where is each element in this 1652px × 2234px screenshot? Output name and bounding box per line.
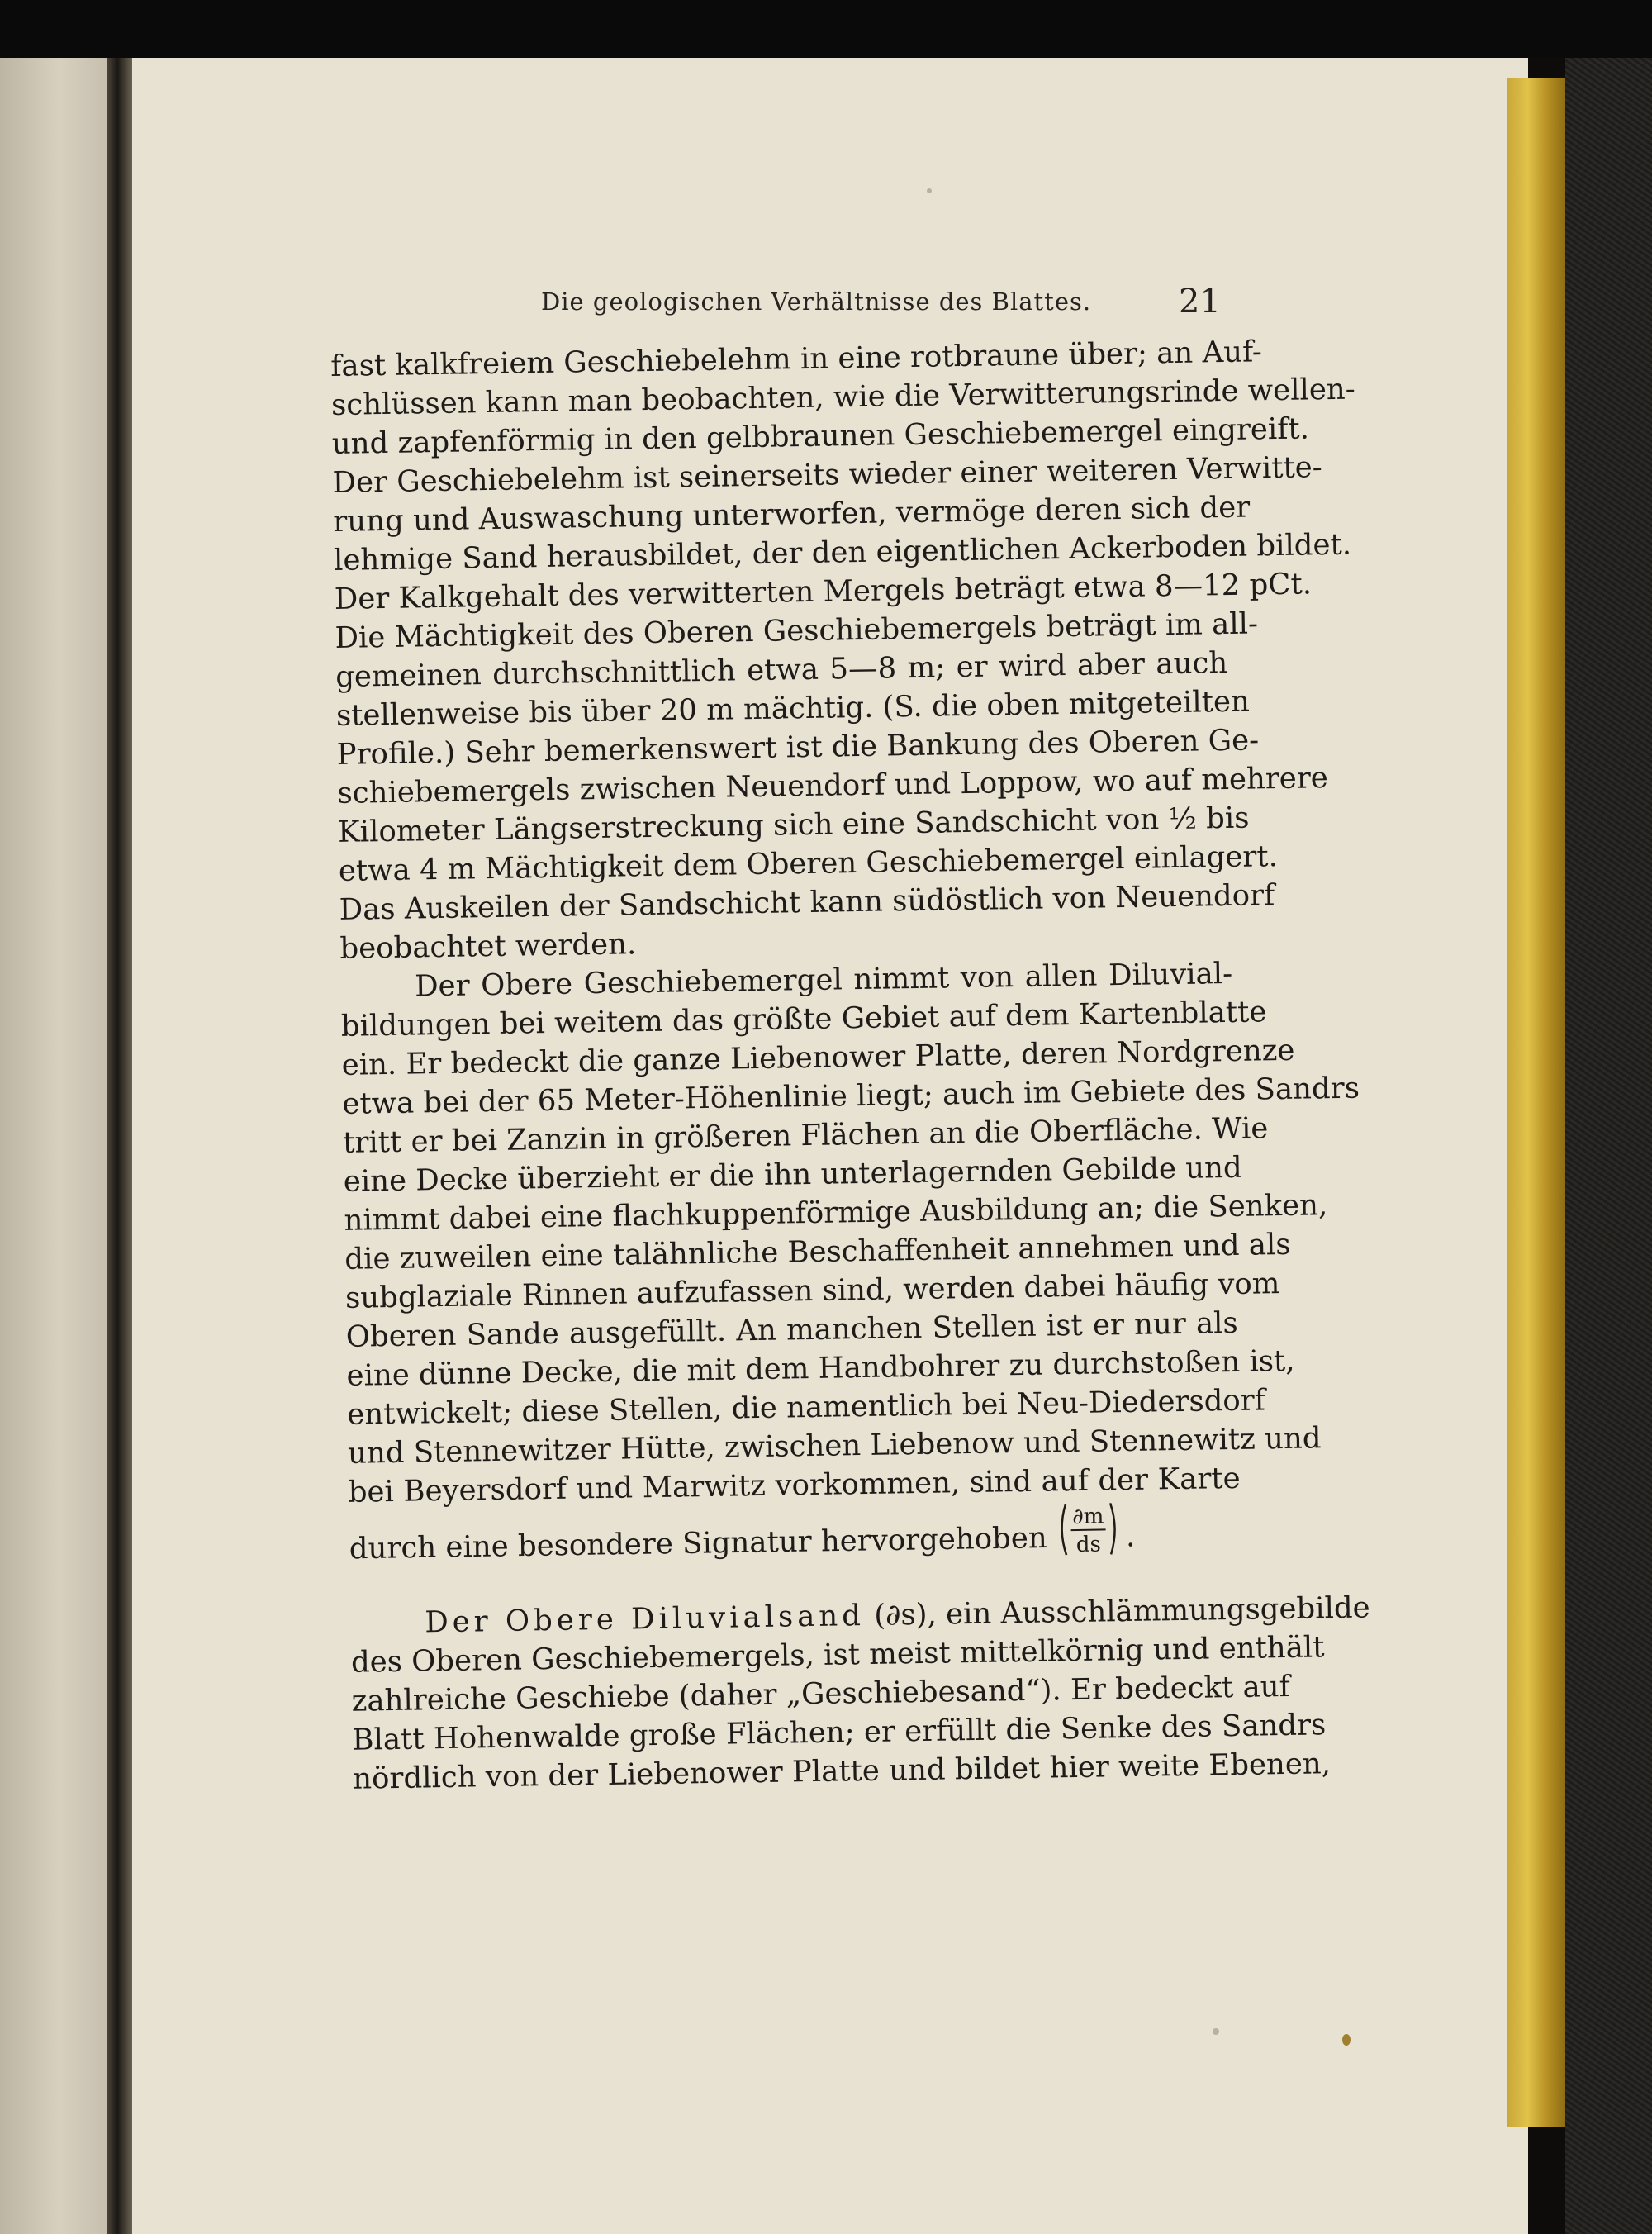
text-line: etwa 4 m Mächtigkeit dem Oberen Geschiebemergel einlagert. [338,839,1279,888]
text-line: nördlich von der Liebenower Platte und bildet hier weite Ebenen, [352,1747,1332,1796]
text-line: nimmt dabei eine flachkuppenförmige Ausbildung an; die Senken, [344,1188,1328,1238]
signature-line [349,1498,1241,1590]
right-paren [1110,1503,1115,1554]
text-line: und Stennewitzer Hütte, zwischen Liebenow und Stennewitz und [347,1421,1322,1471]
text-line: (∂s), ein Ausschlämmungsgebilde [873,1590,1370,1633]
text-line: schlüssen kann man beobachten, wie die Verwitterungsrinde wellen- [330,372,1356,422]
book-gutter [107,58,132,2234]
text-line: eine dünne Decke, die mit dem Handbohrer zu durchstoßen ist, [346,1343,1295,1393]
text-line: Der Obere Geschiebemergel nimmt von allen Diluvial- [414,956,1233,1004]
fraction-bar [1071,1529,1106,1530]
text-line: zahlreiche Geschiebe (daher „Geschiebesand“). Er bedeckt auf [351,1669,1291,1718]
text-line: des Oberen Geschiebemergels, ist meist mittelkörnig und enthält [350,1630,1325,1680]
section-term: Der Obere Diluvialsand [424,1599,866,1640]
text-line: Oberen Sande ausgefüllt. An manchen Stellen ist er nur als [345,1305,1239,1354]
text-line: subglaziale Rinnen aufzufassen sind, werden dabei häufig vom [344,1267,1280,1315]
text-line: Blatt Hohenwalde große Flächen; er erfüllt die Senke des Sandrs [352,1708,1327,1757]
left-paren [1061,1504,1066,1555]
paragraph-2 [340,954,1360,1590]
text-line: die zuweilen eine talähnliche Beschaffenheit annehmen und als [344,1227,1291,1276]
text-line: ein. Er bedeckt die ganze Liebenower Platte, deren Nordgrenze [341,1033,1295,1082]
symbol-numerator: ∂m [1072,1504,1104,1530]
paper-speck [1342,2034,1351,2046]
text-line: entwickelt; diese Stellen, die namentlich bei Neu-Diedersdorf [346,1383,1266,1432]
paper-speck [1213,2028,1219,2035]
text-line: gemeinen durchschnittlich etwa 5—8 m; er wird aber auch [335,645,1228,694]
text-line: bildungen bei weitem das größte Gebiet auf dem Kartenblatte [340,995,1267,1043]
text-line: rung und Auswaschung unterworfen, vermöge deren sich der [333,490,1251,539]
text-line: Kilometer Längserstreckung sich eine Sandschicht von ½ bis [337,801,1250,849]
paragraph-1 [330,333,1356,968]
paper-speck [927,188,932,193]
symbol-period: . [1125,1519,1136,1554]
text-line: schiebemergels zwischen Neuendorf und Loppow, wo auf mehrere [337,761,1329,810]
running-title: Die geologischen Verhältnisse des Blattes. [541,288,1092,316]
text-line: beobachtet werden. [339,927,637,966]
text-line: bei Beyersdorf und Marwitz vorkommen, sind auf der Karte [348,1461,1241,1509]
text-line: Der Kalkgehalt des verwitterten Mergels beträgt etwa 8—12 pCt. [334,567,1313,616]
text-line: fast kalkfreiem Geschiebelehm in eine rotbraune über; an Auf- [330,335,1263,383]
text-line: und zapfenförmig in den gelbbraunen Geschiebemergel eingreift. [331,411,1310,461]
map-symbol [1056,1500,1126,1578]
facing-page-edge [0,58,107,2234]
paragraph-3 [350,1590,1370,1799]
book-cover [1565,58,1652,2234]
gilt-page-edges [1507,78,1565,2127]
text-line: etwa bei der 65 Meter-Höhenlinie liegt; auch im Gebiete des Sandrs [342,1071,1360,1121]
symbol-denominator: ds [1075,1532,1102,1557]
text-line: Die Mächtigkeit des Oberen Geschiebemergels beträgt im all- [335,606,1259,655]
text-line: stellenweise bis über 20 m mächtig. (S. die oben mitgeteilten [335,684,1251,733]
body-text [330,333,1370,1799]
text-line: lehmige Sand herausbildet, der den eigentlichen Ackerboden bildet. [333,527,1352,578]
page-number: 21 [1179,283,1221,321]
text-line: eine Decke überzieht er die ihn unterlagernden Gebilde und [343,1150,1242,1199]
text-line: Der Geschiebelehm ist seinerseits wieder einer weiteren Verwitte- [332,450,1322,500]
text-line: tritt er bei Zanzin in größeren Flächen an die Oberfläche. Wie [342,1111,1269,1160]
scan-top-border [0,0,1652,58]
text-line: Profile.) Sehr bemerkenswert ist die Bankung des Oberen Ge- [336,723,1260,772]
map-symbol-svg [1056,1500,1126,1558]
text-line: durch eine besondere Signatur hervorgehoben [349,1521,1047,1566]
text-line: Das Auskeilen der Sandschicht kann südöstlich von Neuendorf [339,878,1275,927]
